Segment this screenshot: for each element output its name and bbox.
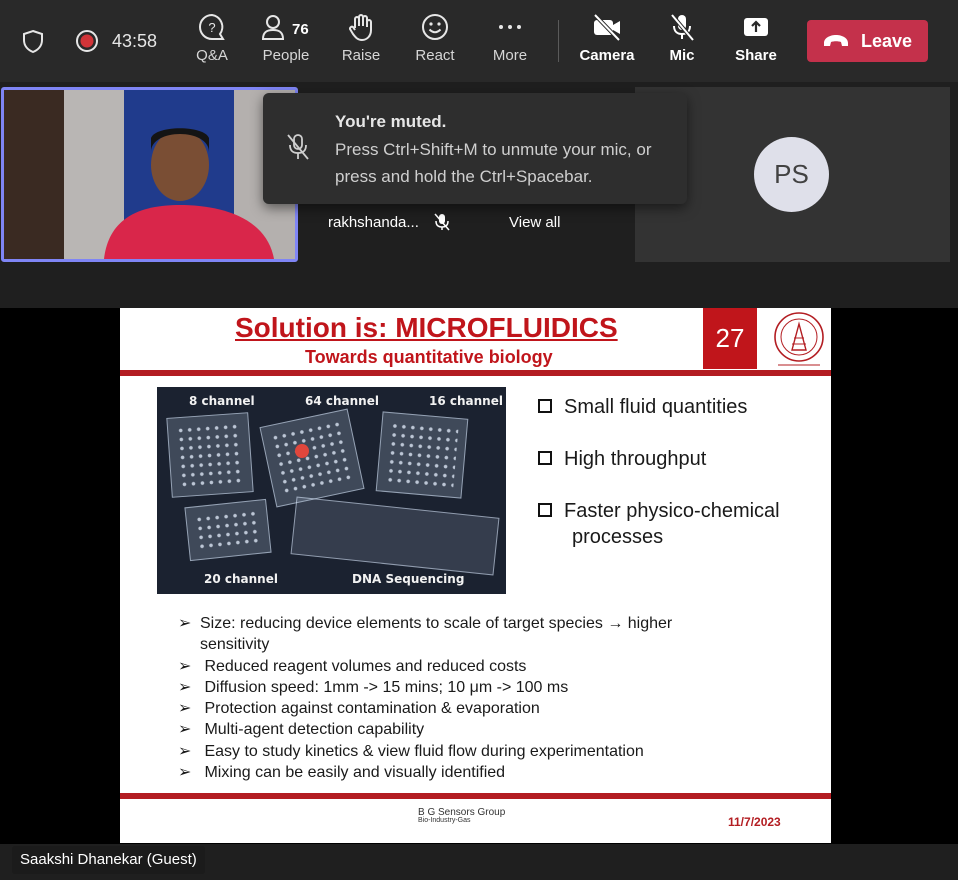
arrow-bullet-icon: ➢ xyxy=(178,615,192,632)
checklist-item: High throughput xyxy=(538,448,706,471)
avatar: PS xyxy=(754,137,829,212)
toast-message: Press Ctrl+Shift+M to unmute your mic, or press and hold the Ctrl+Spacebar. xyxy=(335,140,652,186)
slide-title: Solution is: MICROFLUIDICS xyxy=(235,312,618,343)
chip-20-channel xyxy=(184,499,271,561)
slide-subtitle: Towards quantitative biology xyxy=(305,347,553,367)
photo-label: 8 channel xyxy=(189,394,255,408)
pointer-dot-icon xyxy=(295,444,309,458)
photo-label: 20 channel xyxy=(204,572,278,586)
people-label: People xyxy=(262,47,310,64)
react-label: React xyxy=(415,47,455,64)
toolbar-divider xyxy=(558,20,559,62)
share-button[interactable] xyxy=(724,12,788,72)
leave-button[interactable] xyxy=(807,20,928,62)
more-icon xyxy=(495,12,525,42)
institute-seal-icon xyxy=(770,310,828,368)
toast-title: You're muted. xyxy=(335,112,447,131)
bullet-item: ➢ Size: reducing device elements to scale of target species → higher xyxy=(178,613,798,634)
participant-video-tile[interactable] xyxy=(1,87,298,262)
bullet-item-continued: sensitivity xyxy=(200,636,270,654)
photo-label: DNA Sequencing xyxy=(352,572,465,586)
arrow-bullet-icon: ➢ xyxy=(178,721,192,739)
mic-off-icon xyxy=(285,133,311,161)
checkbox-square-icon xyxy=(538,503,552,517)
bullet-item: ➢ Multi-agent detection capability xyxy=(178,719,798,740)
arrow-bullet-icon: ➢ xyxy=(178,700,192,718)
share-label: Share xyxy=(735,47,777,64)
participant-mic-off-icon xyxy=(434,213,450,231)
more-button[interactable] xyxy=(478,12,542,72)
participant-name: rakhshanda... xyxy=(328,214,419,231)
slide-date: 11/7/2023 xyxy=(728,815,781,829)
presenter-name-label: Saakshi Dhanekar (Guest) xyxy=(12,846,205,874)
chip-dna-sequencing xyxy=(291,496,500,575)
slide-bullet-list xyxy=(178,613,798,783)
chip-16-channel xyxy=(376,411,469,498)
presentation-slide xyxy=(120,308,831,843)
phone-hangup-icon xyxy=(823,34,849,48)
bullet-item: ➢ Diffusion speed: 1mm -> 15 mins; 10 μm -> 100 ms xyxy=(178,677,798,698)
bullet-item: ➢ Mixing can be easily and visually identified xyxy=(178,762,798,783)
mic-button[interactable] xyxy=(650,12,714,72)
recording-icon xyxy=(74,28,100,54)
camera-label: Camera xyxy=(579,47,635,64)
hand-icon xyxy=(346,12,376,42)
chip-8-channel xyxy=(166,412,253,498)
leave-label: Leave xyxy=(860,30,913,51)
smiley-icon xyxy=(420,12,450,42)
people-icon xyxy=(260,12,290,42)
checkbox-square-icon xyxy=(538,451,552,465)
shared-screen xyxy=(0,308,958,844)
slide-footer-rule xyxy=(120,793,831,799)
participant-video-frame xyxy=(4,90,295,259)
camera-button[interactable] xyxy=(575,12,639,72)
bullet-item: ➢ Reduced reagent volumes and reduced costs xyxy=(178,656,798,677)
react-button[interactable] xyxy=(403,12,467,72)
arrow-bullet-icon: ➢ xyxy=(178,742,192,760)
mic-off-icon xyxy=(667,12,697,42)
chip-64-channel xyxy=(259,409,364,508)
qa-icon xyxy=(197,12,227,42)
raise-hand-button[interactable] xyxy=(329,12,393,72)
qa-button[interactable] xyxy=(180,12,244,72)
meeting-toolbar xyxy=(0,0,958,82)
bullet-item: ➢ Easy to study kinetics & view fluid flow during experimentation xyxy=(178,741,798,762)
more-label: More xyxy=(492,47,528,64)
arrow-bullet-icon: ➢ xyxy=(178,657,192,675)
mic-label: Mic xyxy=(669,47,695,64)
view-all-link[interactable]: View all xyxy=(509,214,561,231)
meeting-timer: 43:58 xyxy=(112,30,158,51)
slide-number: 27 xyxy=(703,308,757,369)
meeting-status xyxy=(20,28,157,54)
slide-header-rule xyxy=(120,370,831,376)
qa-label: Q&A xyxy=(196,47,228,64)
share-icon xyxy=(741,12,771,42)
arrow-bullet-icon: ➢ xyxy=(178,764,192,782)
checkbox-square-icon xyxy=(538,399,552,413)
checklist-item-continued: processes xyxy=(572,526,664,548)
checklist-item: Small fluid quantities xyxy=(538,396,747,419)
svg-text:?: ? xyxy=(208,20,216,35)
microfluidic-chips-photo xyxy=(157,387,506,594)
muted-toast xyxy=(263,93,687,204)
photo-label: 64 channel xyxy=(305,394,379,408)
checklist-item: Faster physico-chemical xyxy=(538,500,780,523)
sensors-group-logo: B G Sensors Group Bio-Industry-Gas xyxy=(418,807,506,824)
arrow-bullet-icon: ➢ xyxy=(178,678,192,696)
bullet-item: ➢ Protection against contamination & evaporation xyxy=(178,698,798,719)
shield-icon xyxy=(20,28,46,54)
photo-label: 16 channel xyxy=(429,394,503,408)
people-count: 76 xyxy=(292,21,309,38)
raise-label: Raise xyxy=(341,47,381,64)
camera-off-icon xyxy=(591,12,623,42)
people-button[interactable] xyxy=(254,12,318,72)
